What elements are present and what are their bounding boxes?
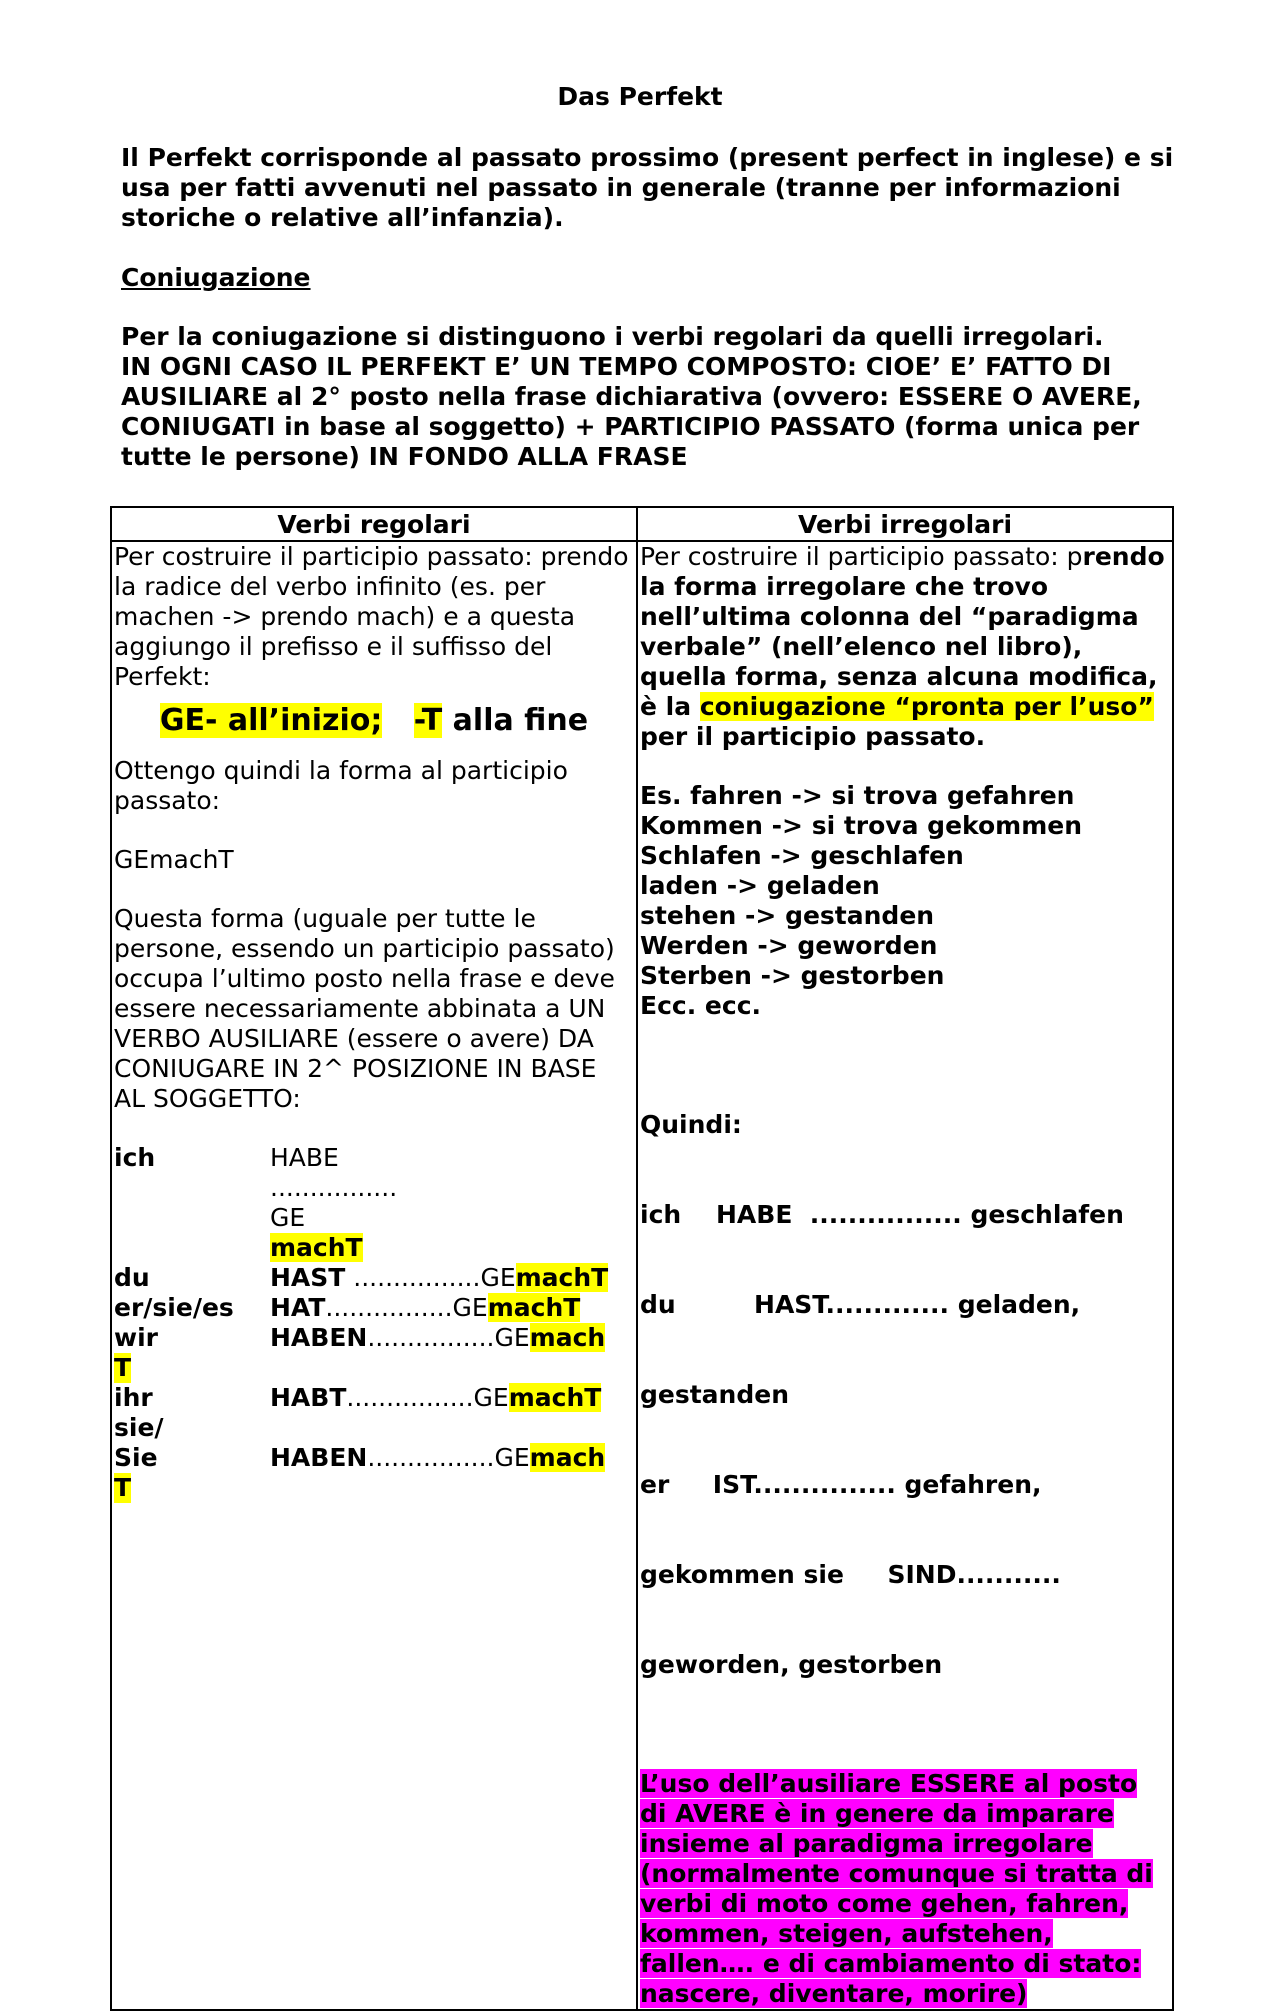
conjugation-table — [114, 1143, 634, 1503]
quindi-line: gestanden — [640, 1380, 789, 1409]
quindi-line: du HAST............. geladen, — [640, 1290, 1081, 1319]
verbs-table — [110, 506, 1174, 2011]
example-line: stehen -> gestanden — [640, 901, 935, 930]
intro-paragraph — [121, 143, 1181, 233]
quindi-line: geworden, gestorben — [640, 1650, 943, 1679]
quindi-line: ich HABE ................ geschlafen — [640, 1200, 1124, 1229]
quindi-line: er IST............... gefahren, — [640, 1470, 1042, 1499]
regular-cell — [111, 541, 637, 2010]
example-line: Sterben -> gestorben — [640, 961, 945, 990]
regular-example: GEmachT — [114, 845, 234, 874]
conj-form: HABEN................GEmach — [270, 1443, 606, 1472]
irregular-intro: Per costruire il participio passato: prendo la forma irregolare che trovo nell’ultima colonna del “paradigma verbale” (nell’elenco nel libro), quella forma, senza alcuna modifica, è la coniugazione “pronta per l’uso” per il participio passato. — [640, 542, 1165, 751]
conj-form: HAST ................GEmachT — [270, 1263, 609, 1292]
pronoun: du — [114, 1263, 150, 1292]
conj-form: HABT................GEmachT — [270, 1383, 602, 1412]
regular-explanation: Questa forma (uguale per tutte le persone, essendo un participio passato) occupa l’ultimo posto nella frase e deve essere necessariamente abbinata a UN VERBO AUSILIARE (essere o avere) DA CONIUGARE IN 2^ POSIZIONE IN BASE AL SOGGETTO: — [114, 904, 615, 1113]
section-heading: Coniugazione — [121, 263, 311, 292]
example-line: Werden -> geworden — [640, 931, 938, 960]
irregular-cell — [637, 541, 1173, 2010]
regular-intro: Per costruire il participio passato: prendo la radice del verbo infinito (es. per machen -> prendo mach) e a questa aggiungo il prefisso e il suffisso del Perfekt: — [114, 542, 629, 691]
example-line: Ecc. ecc. — [640, 991, 762, 1020]
rules-line-2: IN OGNI CASO IL PERFEKT E’ UN TEMPO COMPOSTO: CIOE’ E’ FATTO DI AUSILIARE al 2° posto nella frase dichiarativa (ovvero: ESSERE O AVERE, CONIUGATI in base al soggetto) + PARTICIPIO PASSATO (forma unica per tutte le persone) IN FONDO ALLA FRASE — [121, 352, 1142, 471]
irregular-conjugation — [640, 1050, 1170, 1740]
page-title: Das Perfekt — [557, 82, 723, 111]
header-irregular: Verbi irregolari — [637, 507, 1173, 541]
tail-t: T — [114, 1473, 132, 1502]
header-regular: Verbi regolari — [111, 507, 637, 541]
essere-note: L’uso dell’ausiliare ESSERE al posto di AVERE è in genere da imparare insieme al paradigma irregolare (normalmente comunque si tratta di verbi di moto come gehen, fahren, kommen, steigen, aufstehen, fallen…. e di cambiamento di stato: nascere, diventare, morire) — [640, 1769, 1153, 2008]
pronoun: ich — [114, 1143, 156, 1172]
rule-end: alla fine — [452, 703, 589, 738]
example-line: laden -> geladen — [640, 871, 880, 900]
intro-text: Il Perfekt corrisponde al passato prossimo (present perfect in inglese) e si usa per fatti avvenuti nel passato in generale (tranne per informazioni storiche o relative all’infanzia). — [121, 143, 1174, 232]
example-line: Schlafen -> geschlafen — [640, 841, 964, 870]
conj-form: HABEN................GEmach — [270, 1323, 606, 1352]
example-line: Es. fahren -> si trova gefahren — [640, 781, 1075, 810]
tail-t: T — [114, 1353, 132, 1382]
pronoun: Sie — [114, 1443, 158, 1472]
conj-form: HABE ................ GE machT — [270, 1143, 398, 1262]
t-suffix-rule: -T — [413, 703, 443, 738]
pronoun: sie/ — [114, 1413, 164, 1442]
rules-paragraph — [121, 322, 1181, 472]
rules-line-1: Per la coniugazione si distinguono i verbi regolari da quelli irregolari. — [121, 322, 1104, 351]
irregular-examples — [640, 781, 1170, 1021]
ge-t-rule — [114, 700, 634, 742]
highlight-ready-form: coniugazione “pronta per l’uso” — [699, 692, 1154, 721]
conj-form: HAT................GEmachT — [270, 1293, 581, 1322]
regular-result-intro: Ottengo quindi la forma al participio passato: — [114, 756, 568, 815]
pronoun: ihr — [114, 1383, 153, 1412]
example-line: Kommen -> si trova gekommen — [640, 811, 1083, 840]
quindi-line: gekommen sie SIND........... — [640, 1560, 1061, 1589]
pronoun: wir — [114, 1323, 158, 1352]
pronoun: er/sie/es — [114, 1293, 234, 1322]
ge-prefix-rule: GE- all’inizio; — [159, 703, 383, 738]
quindi-label: Quindi: — [640, 1110, 742, 1139]
